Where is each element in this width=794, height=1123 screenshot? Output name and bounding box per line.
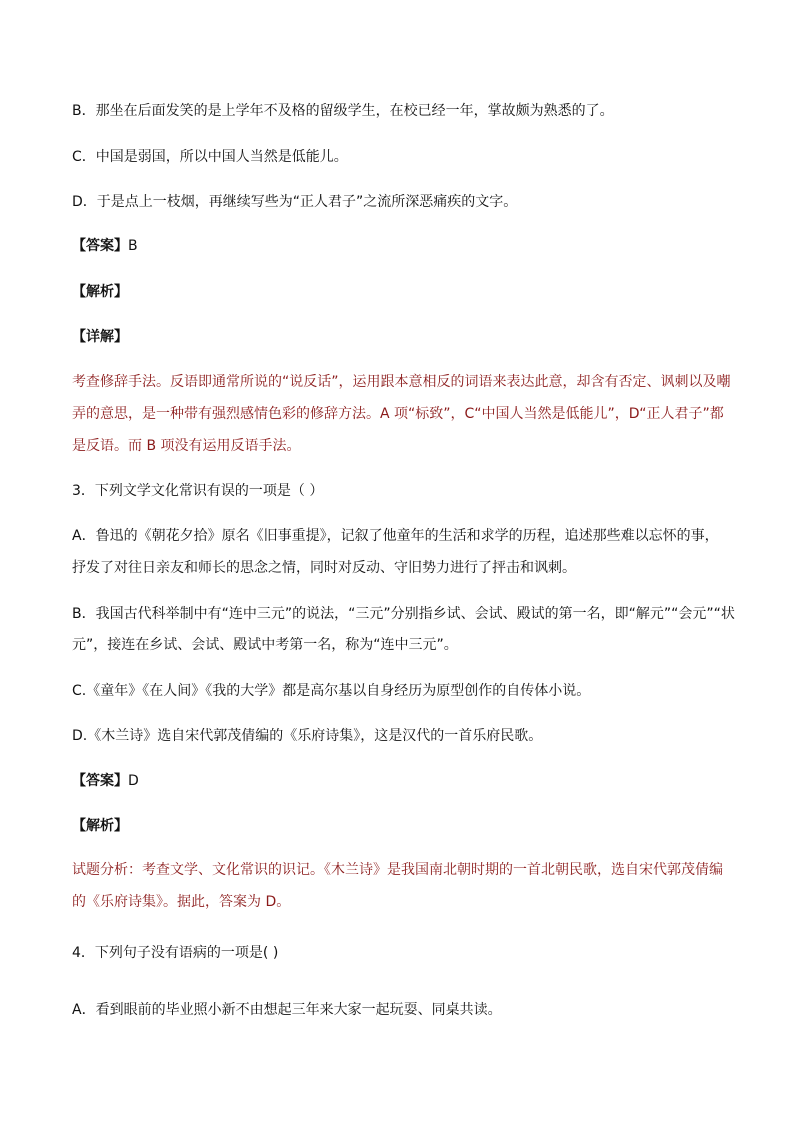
q2-detail-label: 【详解】 [72,329,128,345]
q2-detail-line: 考查修辞手法。反语即通常所说的“说反话”，运用跟本意相反的词语来表达此意，却含有否定、讽刺以及嘲 [72,374,731,390]
q2-option-c: C．中国是弱国，所以中国人当然是低能儿。 [72,149,348,165]
q3-analysis-line: 试题分析：考查文学、文化常识的识记。《木兰诗》是我国南北朝时期的一首北朝民歌，选自宋代郭茂倩编 [72,862,723,878]
q2-option-b: B．那坐在后面发笑的是上学年不及格的留级学生，在校已经一年，掌故颇为熟悉的了。 [72,103,614,119]
q3-option-b: B．我国古代科举制中有“连中三元”的说法，“三元”分别指乡试、会试、殿试的第一名，即“解元”“会元”“状 [72,606,735,622]
q3-analysis-label: 【解析】 [72,818,128,834]
q2-answer [72,236,138,256]
q3-stem: 3．下列文学文化常识有误的一项是（ ） [72,483,324,499]
q2-analysis-label: 【解析】 [72,284,128,300]
q3-answer [72,771,139,791]
q4-stem: 4．下列句子没有语病的一项是( ) [72,945,279,961]
q2-option-d: D．于是点上一枝烟，再继续写些为“正人君子”之流所深恶痛疾的文字。 [72,194,518,210]
answer-label: 【答案】 [72,238,128,254]
q3-analysis-line: 的《乐府诗集》。据此，答案为 D。 [72,894,291,910]
answer-value: B [128,238,138,254]
q3-option-c: C.《童年》《在人间》《我的大学》都是高尔基以自身经历为原型创作的自传体小说。 [72,683,591,699]
answer-value: D [128,773,139,789]
answer-label: 【答案】 [72,773,128,789]
q3-option-a: A．鲁迅的《朝花夕拾》原名《旧事重提》，记叙了他童年的生活和求学的历程，追述那些难以忘怀的事， [72,528,719,544]
q3-option-d: D.《木兰诗》选自宋代郭茂倩编的《乐府诗集》，这是汉代的一首乐府民歌。 [72,728,543,744]
q2-detail-line: 弄的意思，是一种带有强烈感情色彩的修辞方法。A 项“标致”，C“中国人当然是低能儿”，D“正人君子”都 [72,406,724,422]
q4-option-a: A．看到眼前的毕业照小新不由想起三年来大家一起玩耍、同桌共读。 [72,1002,502,1018]
q3-option-a: 抒发了对往日亲友和师长的思念之情，同时对反动、守旧势力进行了抨击和讽刺。 [72,560,576,576]
q2-detail-line: 是反语。而 B 项没有运用反语手法。 [72,438,301,454]
q3-option-b: 元”，接连在乡试、会试、殿试中考第一名，称为“连中三元”。 [72,637,458,653]
